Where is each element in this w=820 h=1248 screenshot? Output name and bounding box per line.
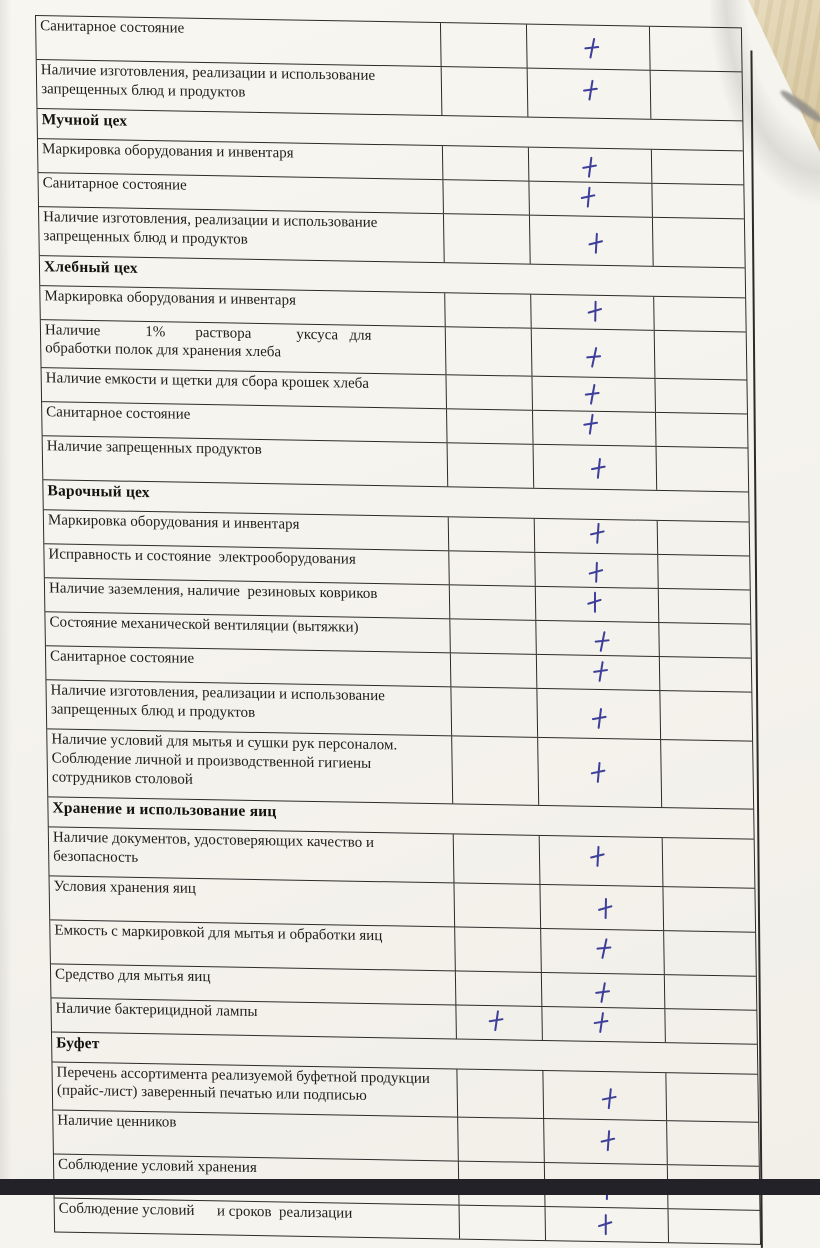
row-label-cell: Наличие условий для мытья и сушки рук персоналом. Соблюдение личной и производственной гигиены сотрудников столовой	[51, 731, 402, 788]
row-label-cell: Санитарное состояние	[46, 404, 191, 424]
check-cell-col1	[448, 552, 535, 587]
inspection-checklist-table	[35, 15, 761, 1245]
check-cell-col2	[536, 655, 659, 690]
check-cell-col1	[453, 834, 540, 883]
table-row	[47, 728, 753, 808]
check-cell-col2	[539, 836, 663, 886]
check-cell-col3	[664, 1009, 757, 1044]
section-header-label: Варочный цех	[47, 482, 150, 502]
check-cell-col2	[528, 181, 651, 216]
check-cell-col2	[531, 377, 654, 412]
handwritten-plus-mark	[588, 523, 606, 544]
row-label-cell: Наличие изготовления, реализации и использование запрещенных блюд и продуктов	[40, 62, 379, 101]
check-cell-col1	[455, 971, 542, 1006]
check-cell-col2	[527, 69, 651, 119]
check-cell-col3	[659, 657, 752, 692]
check-cell-col2	[533, 445, 657, 490]
row-label-cell: Маркировка оборудования и инвентаря	[44, 287, 297, 309]
check-cell-col2	[532, 411, 655, 446]
check-cell-col3	[653, 296, 746, 331]
check-cell-col3	[668, 1210, 761, 1245]
check-cell-col3	[665, 1073, 758, 1122]
check-cell-col3	[658, 623, 751, 658]
row-label-cell: Санитарное состояние	[40, 18, 185, 37]
check-cell-col1	[454, 927, 541, 972]
check-cell-col3	[652, 218, 745, 267]
photo-bottom-dark-edge	[0, 1179, 820, 1195]
row-label-cell: Соблюдение условий хранения	[57, 1156, 257, 1177]
row-label-cell: Соблюдение условий и сроков реализации	[58, 1200, 353, 1223]
handwritten-plus-mark	[582, 414, 599, 436]
check-cell-col1	[447, 444, 534, 489]
check-cell-col1	[456, 1069, 543, 1118]
check-cell-col3	[650, 71, 743, 120]
row-label-cell: Емкость с маркировкой для мытья и обработки яиц	[54, 922, 383, 944]
section-header-label: Буфет	[56, 1034, 100, 1052]
row-label-cell: Санитарное состояние	[49, 648, 195, 668]
check-cell-col2	[528, 147, 651, 182]
handwritten-plus-mark	[487, 1009, 504, 1031]
check-cell-col3	[655, 413, 748, 448]
section-header-label: Хранение и использование яиц	[52, 799, 277, 821]
check-cell-col2	[539, 885, 663, 930]
handwritten-plus-mark	[600, 1088, 617, 1109]
check-cell-col3	[662, 838, 755, 887]
check-cell-col1	[446, 410, 533, 445]
check-cell-col2	[531, 328, 655, 378]
check-cell-col2	[534, 519, 657, 554]
check-cell-col2	[540, 929, 664, 974]
check-cell-col3	[657, 555, 750, 590]
check-cell-col1	[441, 67, 528, 116]
checklist-table-wrap	[35, 15, 761, 1245]
check-cell-col2	[530, 294, 653, 329]
row-label-cell: Исправность и состояние электрооборудования	[48, 546, 356, 569]
check-cell-col2	[526, 25, 650, 70]
handwritten-plus-mark	[585, 300, 604, 322]
row-label-cell: Санитарное состояние	[42, 174, 187, 194]
handwritten-plus-mark	[586, 233, 604, 255]
handwritten-plus-mark	[586, 562, 605, 584]
check-cell-col2	[537, 738, 661, 807]
check-cell-col1	[451, 736, 538, 804]
row-label-cell: Наличие бактерицидной лампы	[55, 1000, 258, 1020]
handwritten-plus-mark	[598, 1130, 616, 1151]
handwritten-plus-mark	[589, 458, 606, 479]
row-label-cell: Наличие ценников	[57, 1112, 177, 1131]
row-label-cell: Наличие запрещенных продуктов	[46, 438, 262, 459]
check-cell-col1	[443, 214, 530, 263]
check-cell-col2	[542, 1071, 666, 1121]
handwritten-plus-mark	[592, 1011, 609, 1033]
check-cell-col2	[536, 689, 660, 739]
handwritten-plus-mark	[583, 383, 601, 405]
handwritten-plus-mark	[588, 846, 606, 868]
check-cell-col3	[649, 27, 742, 72]
check-cell-col3	[656, 447, 749, 492]
handwritten-plus-mark	[595, 1214, 614, 1236]
check-cell-col3	[658, 589, 751, 624]
check-cell-col2	[534, 553, 657, 588]
check-cell-col3	[664, 975, 757, 1010]
row-label-cell: Перечень ассортимента реализуемой буфетной продукции (прайс-лист) заверенный печатью или подписью	[56, 1064, 434, 1105]
check-cell-col3	[663, 931, 756, 976]
row-label-cell: Наличие емкости и щетки для сбора крошек хлеба	[45, 370, 370, 393]
check-cell-col1	[445, 376, 532, 411]
check-cell-col1	[445, 327, 532, 376]
handwritten-plus-mark	[589, 762, 607, 783]
check-cell-col1	[444, 293, 531, 328]
check-cell-col2	[545, 1207, 668, 1242]
check-cell-col3	[654, 330, 747, 379]
row-label-cell: Маркировка оборудования и инвентаря	[47, 512, 300, 534]
handwritten-plus-mark	[591, 661, 609, 683]
check-cell-col1	[455, 1005, 542, 1040]
check-cell-col1	[442, 180, 529, 215]
check-cell-col1	[459, 1206, 546, 1241]
row-label-cell: Средство для мытья яиц	[54, 966, 211, 985]
check-cell-col2	[535, 621, 658, 656]
check-cell-col2	[529, 215, 653, 265]
check-cell-col2	[541, 973, 664, 1008]
section-header-label: Мучной цех	[41, 110, 128, 130]
handwritten-plus-mark	[590, 707, 607, 729]
check-cell-col1	[450, 688, 537, 737]
check-cell-col3	[662, 887, 755, 932]
handwritten-plus-mark	[594, 937, 613, 960]
row-label-cell: Наличие изготовления, реализации и использование запрещенных блюд и продуктов	[50, 682, 389, 722]
row-label-cell: Условия хранения яиц	[53, 878, 197, 897]
row-label-cell: Состояние механической вентиляции (вытяжки)	[49, 614, 359, 637]
row-label-cell: Маркировка оборудования и инвентаря	[41, 140, 294, 162]
check-cell-col3	[666, 1122, 759, 1167]
check-cell-col3	[657, 521, 750, 556]
row-label-cell: Наличие заземления, наличие резиновых ковриков	[48, 580, 378, 603]
row-label-cell: Наличие 1% раствора уксуса для обработки полок для хранения хлеба	[44, 321, 372, 361]
check-cell-col3	[651, 150, 744, 185]
handwritten-plus-mark	[579, 186, 597, 207]
check-cell-col2	[535, 587, 658, 622]
handwritten-plus-mark	[592, 630, 610, 653]
check-cell-col1	[442, 146, 529, 181]
section-header-label: Хлебный цех	[43, 257, 138, 277]
handwritten-plus-mark	[584, 591, 603, 613]
check-cell-col1	[440, 23, 527, 68]
check-cell-col3	[654, 379, 747, 414]
check-cell-col1	[457, 1118, 544, 1163]
check-cell-col3	[660, 740, 753, 808]
handwritten-plus-mark	[582, 37, 600, 60]
handwritten-plus-mark	[581, 156, 598, 178]
check-cell-col1	[453, 883, 540, 928]
row-label-cell: Наличие документов, удостоверяющих качество и безопасность	[52, 829, 378, 866]
handwritten-plus-mark	[581, 80, 599, 102]
check-cell-col1	[449, 620, 536, 655]
handwritten-plus-mark	[595, 897, 614, 919]
check-cell-col2	[541, 1007, 664, 1042]
check-cell-col1	[450, 654, 537, 689]
handwritten-plus-mark	[584, 346, 603, 369]
check-cell-col3	[651, 184, 744, 219]
row-label-cell: Наличие изготовления, реализации и использование запрещенных блюд и продуктов	[43, 208, 382, 248]
handwritten-plus-mark	[593, 981, 611, 1003]
check-cell-col1	[449, 586, 536, 621]
check-cell-col1	[448, 518, 535, 553]
check-cell-col2	[543, 1119, 667, 1164]
check-cell-col3	[659, 691, 752, 740]
